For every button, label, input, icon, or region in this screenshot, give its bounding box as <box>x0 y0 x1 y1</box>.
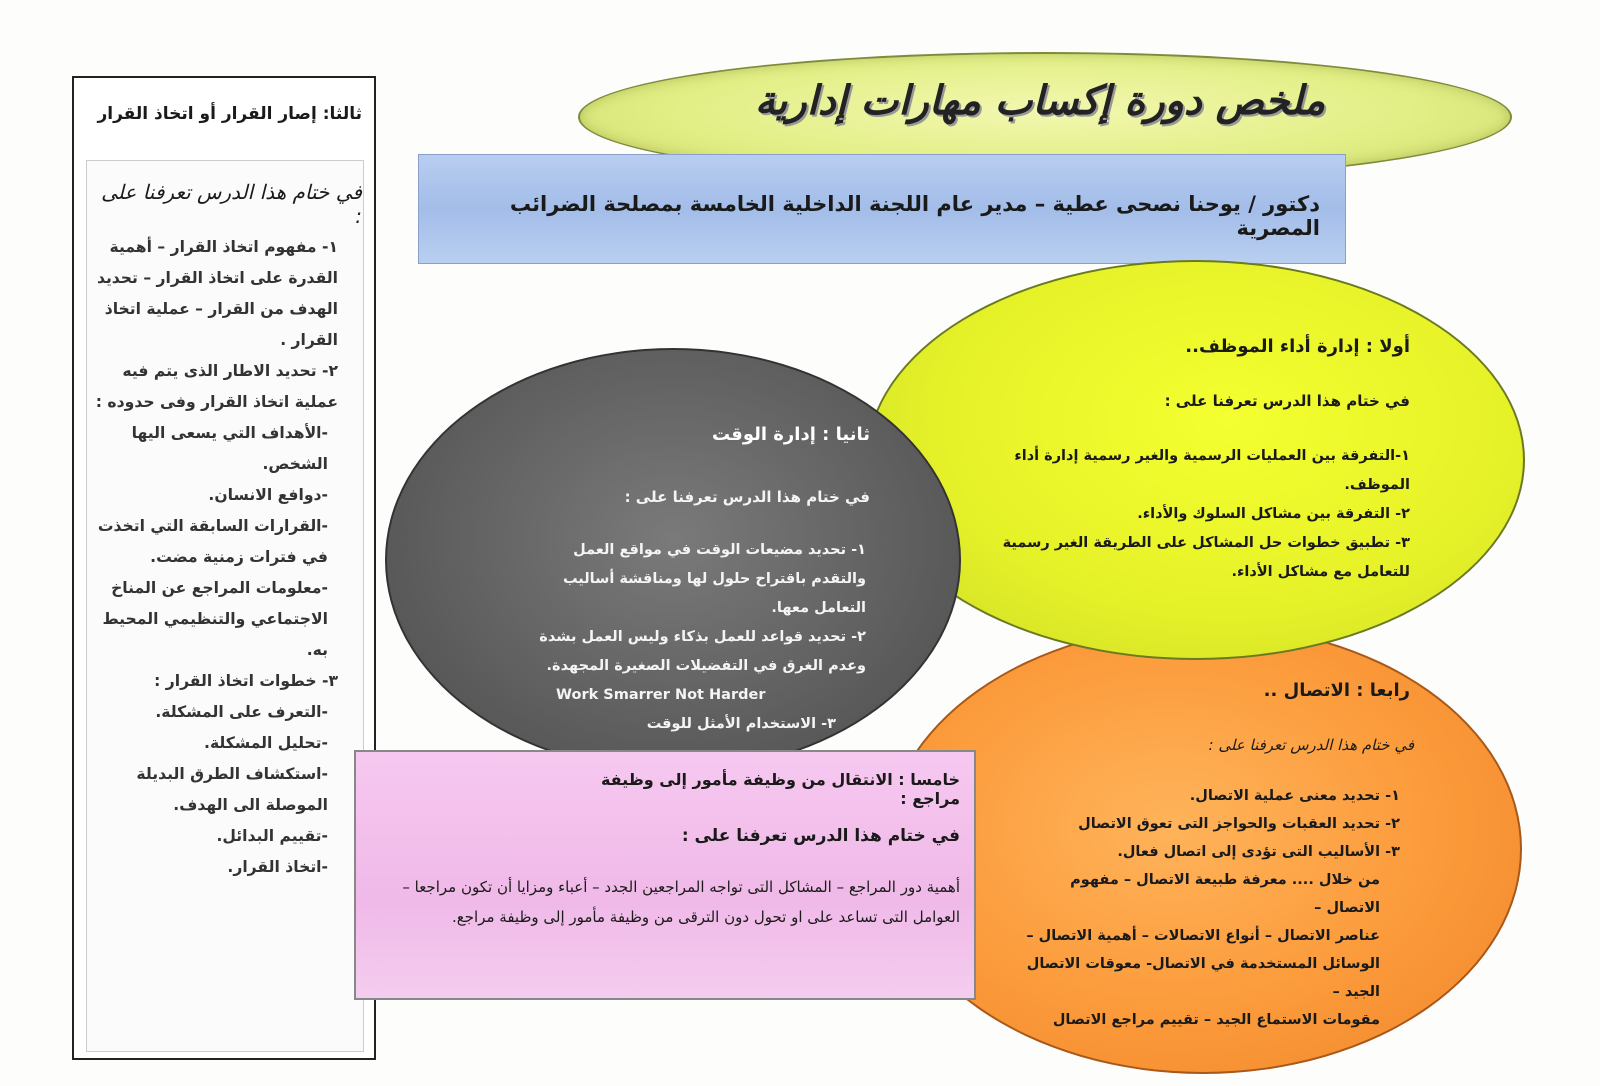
section2-item: ٣- الاستخدام الأمثل للوقت <box>646 716 836 732</box>
section3-item: -اتخاذ القرار. <box>227 858 328 876</box>
section4-item: مقومات الاستماع الجيد – تقييم مراجع الاتصال <box>1052 1012 1380 1028</box>
section4-item: ٢- تحديد العقبات والحواجز التى تعوق الاتصال <box>1078 816 1400 832</box>
section5-intro: في ختام هذا الدرس تعرفنا على : <box>681 826 960 846</box>
section1-item: ٢- التفرقة بين مشاكل السلوك والأداء. <box>1137 506 1410 522</box>
section2-item: Work Smarrer Not Harder <box>556 687 766 703</box>
section3-item: -الأهداف التي يسعى اليها الشخص. <box>131 424 328 473</box>
section4-item: من خلال .... معرفة طبيعة الاتصال – مفهوم الاتصال – <box>1070 872 1380 916</box>
section3-item: -التعرف على المشكلة. <box>155 703 328 721</box>
section3-item: -القرارات السابقة التي اتخذت في فترات زمنية مضت. <box>97 517 328 566</box>
section4-item: ١- تحديد معنى عملية الاتصال. <box>1189 788 1400 804</box>
section5-heading: خامسا : الانتقال من وظيفة مأمور إلى وظيفة مراجع : <box>600 770 960 808</box>
section3-heading: ثالثا: إصار القرار أو اتخاذ القرار <box>97 104 362 124</box>
section4-list <box>1020 782 1400 1034</box>
section3-item: -تحليل المشكلة. <box>204 734 328 752</box>
section3-item: -دوافع الانسان. <box>208 486 328 504</box>
section3-list <box>86 232 338 883</box>
section3-item: ١- مفهوم اتخاذ القرار – أهمية القدرة على اتخاذ القرار – تحديد الهدف من القرار – عملية اتخاذ القرار . <box>96 238 338 349</box>
section4-item: ٣- الأساليب التى تؤدى إلى اتصال فعال. <box>1117 844 1400 860</box>
author-line: دكتور / يوحنا نصحى عطية – مدير عام اللجنة الداخلية الخامسة بمصلحة الضرائب المصرية <box>509 192 1320 240</box>
section3-item: -استكشاف الطرق البديلة الموصلة الى الهدف. <box>136 765 328 814</box>
section5-body: أهمية دور المراجع – المشاكل التى تواجه المراجعين الجدد – أعباء ومزايا أن تكون مراجعا – العوامل التى تساعد على او تحول دون الترقى من وظيفة مأمور إلى وظيفة مراجع. <box>402 878 960 926</box>
section2-intro: في ختام هذا الدرس تعرفنا على : <box>624 488 870 506</box>
section1-heading: أولا : إدارة أداء الموظف.. <box>1185 336 1410 357</box>
section4-item: الوسائل المستخدمة في الاتصال- معوقات الاتصال الجيد – <box>1026 956 1380 1000</box>
page-title: ملخص دورة إكساب مهارات إدارية <box>754 78 1326 124</box>
section1-intro: في ختام هذا الدرس تعرفنا على : <box>1164 392 1410 410</box>
section1-list <box>992 442 1410 587</box>
section3-item: ٣- خطوات اتخاذ القرار : <box>154 672 338 690</box>
section3-intro: في ختام هذا الدرس تعرفنا على : <box>101 180 362 228</box>
section4-intro: في ختام هذا الدرس تعرفنا على : <box>1208 736 1414 754</box>
section4-heading: رابعا : الاتصال .. <box>1263 680 1410 701</box>
section1-item: ٣- تطبيق خطوات حل المشاكل على الطريقة الغير رسمية للتعامل مع مشاكل الأداء. <box>1002 535 1410 580</box>
section2-item: ٢- تحديد قواعد للعمل بذكاء وليس العمل بشدة وعدم الغرق في التفضيلات الصغيرة المجهدة. <box>539 629 866 674</box>
section2-list <box>516 536 866 739</box>
section2-item: ١- تحديد مضيعات الوقت في مواقع العمل والتقدم باقتراح حلول لها ومناقشة أساليب التعامل معها. <box>562 542 866 616</box>
section1-item: ١-التفرقة بين العمليات الرسمية والغير رسمية إدارة أداء الموظف. <box>1014 448 1410 493</box>
section4-item: عناصر الاتصال – أنواع الاتصالات – أهمية الاتصال – <box>1026 928 1380 944</box>
section3-item: ٢- تحديد الاطار الذى يتم فيه عملية اتخاذ القرار وفى حدوده : <box>95 362 338 411</box>
section3-item: -تقييم البدائل. <box>216 827 328 845</box>
section2-heading: ثانيا : إدارة الوقت <box>711 424 870 445</box>
section3-item: -معلومات المراجع عن المناخ الاجتماعي والتنظيمي المحيط به. <box>102 579 328 659</box>
